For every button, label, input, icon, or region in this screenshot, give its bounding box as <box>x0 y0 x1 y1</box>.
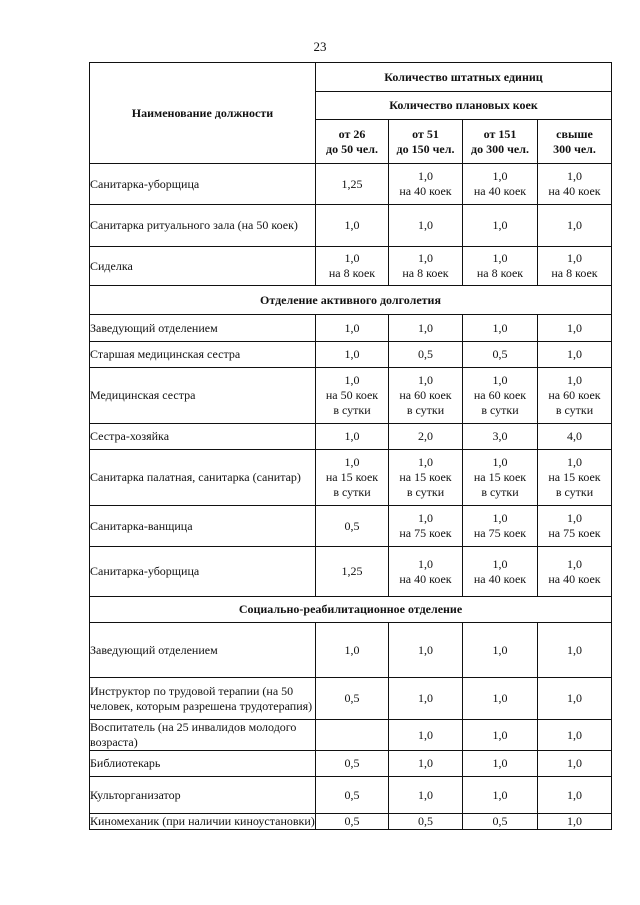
position-name-cell: Санитарка-ванщица <box>90 506 316 547</box>
section-title: Социально-реабилитационное отделение <box>90 597 612 623</box>
staff-count-line: на 8 коек <box>328 266 376 280</box>
staff-count-cell <box>463 678 538 720</box>
table-row <box>90 814 612 830</box>
table-row <box>90 247 612 286</box>
position-name-cell: Сестра-хозяйка <box>90 424 316 450</box>
staff-count-line: 1,0 <box>567 320 582 335</box>
staff-count-line: 0,5 <box>344 787 360 802</box>
staff-count-cell <box>463 164 538 205</box>
staff-count-line: на 60 коек <box>473 388 527 402</box>
staff-count-line: 1,0 <box>567 691 582 705</box>
staff-count-cell <box>316 424 389 450</box>
staff-count-line: 1,0 <box>418 320 433 335</box>
staff-count-line: 1,0 <box>567 556 582 571</box>
staff-count-line: 1,0 <box>418 642 433 657</box>
table-row <box>90 205 612 247</box>
staff-count-cell <box>538 424 612 450</box>
staff-count-line: 1,0 <box>418 691 433 705</box>
table-row <box>90 315 612 342</box>
staff-count-line: 1,0 <box>492 691 508 705</box>
staff-count-line: 1,0 <box>492 320 508 335</box>
staff-count-cell <box>463 720 538 751</box>
staff-count-line: 3,0 <box>492 429 508 443</box>
staff-count-cell <box>389 342 463 368</box>
staff-count-cell <box>538 506 612 547</box>
staff-count-line: 1,0 <box>567 455 582 469</box>
range-header: от 51 до 150 чел. <box>389 120 463 164</box>
staff-count-cell <box>463 547 538 597</box>
table-body <box>90 164 612 830</box>
staff-count-cell <box>463 247 538 286</box>
staff-count-line: 1,0 <box>344 320 360 335</box>
staff-count-line: на 75 коек <box>473 526 527 540</box>
staff-count-line: в сутки <box>481 403 519 417</box>
staff-count-line: в сутки <box>481 485 519 499</box>
staff-count-cell <box>538 547 612 597</box>
staff-count-line: на 75 коек <box>548 526 601 540</box>
staff-count-cell <box>389 506 463 547</box>
staff-count-line: 1,0 <box>567 347 582 361</box>
staff-count-line: 1,0 <box>567 169 582 183</box>
staff-count-line: 1,0 <box>492 455 508 469</box>
section-title: Отделение активного долголетия <box>90 286 612 315</box>
position-name-cell: Библиотекарь <box>90 751 316 777</box>
staff-count-line: 1,0 <box>418 727 433 742</box>
staff-count-line: на 15 коек <box>399 470 452 484</box>
table-row <box>90 506 612 547</box>
staff-count-line: на 60 коек <box>548 388 601 402</box>
position-name-cell: Старшая медицинская сестра <box>90 342 316 368</box>
staff-count-line: 1,0 <box>492 787 508 802</box>
staff-count-cell <box>463 777 538 814</box>
position-name-cell: Воспитатель (на 25 инвалидов молодого возраста) <box>90 720 316 751</box>
staff-count-cell <box>538 777 612 814</box>
staff-count-cell <box>389 623 463 678</box>
staff-count-line: 1,0 <box>567 218 582 232</box>
staff-count-cell <box>389 720 463 751</box>
staff-count-cell <box>316 342 389 368</box>
staff-count-cell <box>538 205 612 247</box>
staff-count-line: 1,0 <box>344 218 360 232</box>
staff-count-line: 2,0 <box>418 429 433 443</box>
staff-count-line: 0,5 <box>344 814 360 828</box>
staff-count-cell <box>463 623 538 678</box>
staff-count-cell <box>316 368 389 424</box>
section-row <box>90 286 612 315</box>
table-row <box>90 368 612 424</box>
units-count-header: Количество штатных единиц <box>316 63 612 92</box>
staff-count-line: 1,0 <box>492 511 508 525</box>
staff-count-line: 1,0 <box>567 251 582 265</box>
staff-count-line: 1,0 <box>492 756 508 770</box>
staff-count-cell <box>389 678 463 720</box>
staff-count-line: 1,0 <box>492 642 508 657</box>
staff-count-cell <box>463 424 538 450</box>
table-header <box>90 63 612 164</box>
staff-count-cell <box>538 315 612 342</box>
staff-count-line: 1,0 <box>418 373 433 387</box>
staff-count-cell <box>389 547 463 597</box>
staff-count-line: 1,0 <box>567 642 582 657</box>
staff-count-cell <box>316 751 389 777</box>
staff-count-line: 0,5 <box>344 518 360 533</box>
staff-count-cell <box>316 720 389 751</box>
staff-count-line: в сутки <box>406 403 445 417</box>
staff-count-cell <box>463 368 538 424</box>
staff-count-line: на 15 коек <box>325 470 379 484</box>
staff-count-cell <box>389 424 463 450</box>
position-name-cell: Киномеханик (при наличии киноустановки) <box>90 814 315 828</box>
staff-count-line: 1,0 <box>567 727 582 742</box>
table-row <box>90 777 612 814</box>
staff-count-cell <box>389 450 463 506</box>
table-row <box>90 678 612 720</box>
staff-count-line: 1,0 <box>418 218 433 232</box>
staff-count-cell <box>538 368 612 424</box>
staff-count-cell <box>316 506 389 547</box>
staff-count-line: на 40 коек <box>548 184 601 198</box>
staff-count-cell <box>538 720 612 751</box>
staff-count-line: 1,0 <box>492 556 508 571</box>
staff-count-cell <box>463 814 538 830</box>
staff-count-cell <box>463 450 538 506</box>
staff-count-line: на 8 коек <box>476 266 524 280</box>
staff-count-cell <box>463 751 538 777</box>
staff-count-line: в сутки <box>333 485 371 499</box>
staff-count-cell <box>316 450 389 506</box>
page-number: 23 <box>313 39 327 54</box>
section-row <box>90 597 612 623</box>
staff-count-line: на 40 коек <box>548 571 601 586</box>
table-row <box>90 623 612 678</box>
staff-count-line: 1,0 <box>567 511 582 525</box>
staff-count-line: 1,0 <box>418 455 433 469</box>
table-row <box>90 720 612 751</box>
staff-count-line: 1,25 <box>341 176 363 191</box>
staff-count-line: 1,0 <box>344 373 360 387</box>
range-header: от 26 до 50 чел. <box>316 120 389 164</box>
staff-count-line: на 40 коек <box>473 571 527 586</box>
staff-count-line: 0,5 <box>418 347 433 361</box>
staff-count-line: в сутки <box>333 403 371 417</box>
staff-count-line: на 60 коек <box>399 388 452 402</box>
table-row <box>90 424 612 450</box>
staff-count-cell <box>316 814 389 830</box>
staff-count-line: на 15 коек <box>473 470 527 484</box>
position-name-header: Наименование должности <box>90 63 316 164</box>
staff-count-line: 1,0 <box>418 169 433 183</box>
staff-count-line: 1,0 <box>418 511 433 525</box>
position-name-cell: Медицинская сестра <box>90 368 316 424</box>
staff-count-line: 1,0 <box>418 251 433 265</box>
staff-count-cell <box>389 777 463 814</box>
staff-count-cell <box>538 814 612 830</box>
staff-count-line: 0,5 <box>344 691 360 705</box>
staff-count-line: 1,0 <box>567 787 582 802</box>
position-name-cell: Сиделка <box>90 247 316 286</box>
position-name-cell: Заведующий отделением <box>90 623 316 678</box>
staff-count-line: на 40 коек <box>399 571 452 586</box>
staff-count-line: 0,5 <box>344 756 360 770</box>
staff-count-line: 1,0 <box>344 455 360 469</box>
staff-count-line: 1,0 <box>418 756 433 770</box>
staff-count-line: на 8 коек <box>402 266 449 280</box>
table-row <box>90 450 612 506</box>
staff-count-line: 1,0 <box>418 556 433 571</box>
staff-count-line: 1,0 <box>567 756 582 770</box>
position-name-cell: Инструктор по трудовой терапии (на 50 человек, которым разрешена трудотерапия) <box>90 678 316 720</box>
staff-count-cell <box>316 777 389 814</box>
staff-count-line: 1,0 <box>418 787 433 802</box>
staff-count-line: 1,0 <box>492 218 508 232</box>
staff-count-line: 1,0 <box>567 373 582 387</box>
staff-count-cell <box>316 315 389 342</box>
staff-count-line: 1,0 <box>492 373 508 387</box>
staff-count-line: на 40 коек <box>399 184 452 198</box>
position-name-cell: Санитарка-уборщица <box>90 547 316 597</box>
staff-count-line: 1,0 <box>344 251 360 265</box>
staff-count-line: на 50 коек <box>325 388 379 402</box>
staff-count-cell <box>316 547 389 597</box>
position-name-cell: Санитарка палатная, санитарка (санитар) <box>90 450 316 506</box>
staff-count-cell <box>389 315 463 342</box>
staff-count-line: 1,0 <box>344 347 360 361</box>
staff-count-cell <box>389 814 463 830</box>
staff-count-cell <box>389 164 463 205</box>
staff-count-cell <box>538 623 612 678</box>
position-name-cell: Заведующий отделением <box>90 315 316 342</box>
staff-count-cell <box>538 678 612 720</box>
staff-count-cell <box>538 247 612 286</box>
range-header: свыше 300 чел. <box>538 120 612 164</box>
staff-count-line: в сутки <box>406 485 445 499</box>
staff-count-cell <box>389 368 463 424</box>
staff-count-cell <box>389 205 463 247</box>
range-header: от 151 до 300 чел. <box>463 120 538 164</box>
staff-count-cell <box>389 751 463 777</box>
staff-count-cell <box>389 247 463 286</box>
staff-count-cell <box>316 247 389 286</box>
position-name-cell: Санитарка-уборщица <box>90 164 316 205</box>
staff-count-line: в сутки <box>555 485 594 499</box>
position-name-cell: Культорганизатор <box>90 777 316 814</box>
staff-count-cell <box>463 506 538 547</box>
staff-count-line: на 8 коек <box>551 266 598 280</box>
beds-count-header: Количество плановых коек <box>316 92 612 120</box>
staff-count-line: 1,0 <box>567 814 582 828</box>
staff-count-cell <box>463 342 538 368</box>
staff-count-cell <box>463 205 538 247</box>
position-name-cell: Санитарка ритуального зала (на 50 коек) <box>90 205 316 247</box>
staff-count-cell <box>538 164 612 205</box>
staff-count-line: в сутки <box>555 403 594 417</box>
table-row <box>90 342 612 368</box>
staff-count-line: на 40 коек <box>473 184 527 198</box>
staff-count-cell <box>316 205 389 247</box>
staff-count-cell <box>316 678 389 720</box>
staff-count-line: 1,0 <box>492 169 508 183</box>
staff-count-line: на 75 коек <box>399 526 452 540</box>
staff-count-cell <box>463 315 538 342</box>
staff-count-line: 1,0 <box>492 251 508 265</box>
staff-count-cell <box>538 342 612 368</box>
staff-count-cell <box>316 623 389 678</box>
staff-count-line: 0,5 <box>492 347 508 361</box>
staff-count-line: 1,0 <box>344 429 360 443</box>
table-row <box>90 547 612 597</box>
staff-count-line: 4,0 <box>567 429 582 443</box>
staff-count-cell <box>538 751 612 777</box>
table-row <box>90 751 612 777</box>
staff-count-line: 0,5 <box>492 814 508 828</box>
staff-count-line: 1,0 <box>344 642 360 657</box>
staffing-table <box>89 62 612 830</box>
staff-count-cell <box>316 164 389 205</box>
staff-count-line: 0,5 <box>418 814 433 828</box>
table-row <box>90 164 612 205</box>
staff-count-line: 1,0 <box>492 727 508 742</box>
staff-count-cell <box>538 450 612 506</box>
staff-count-line: 1,25 <box>341 564 363 578</box>
staff-count-line: на 15 коек <box>548 470 601 484</box>
